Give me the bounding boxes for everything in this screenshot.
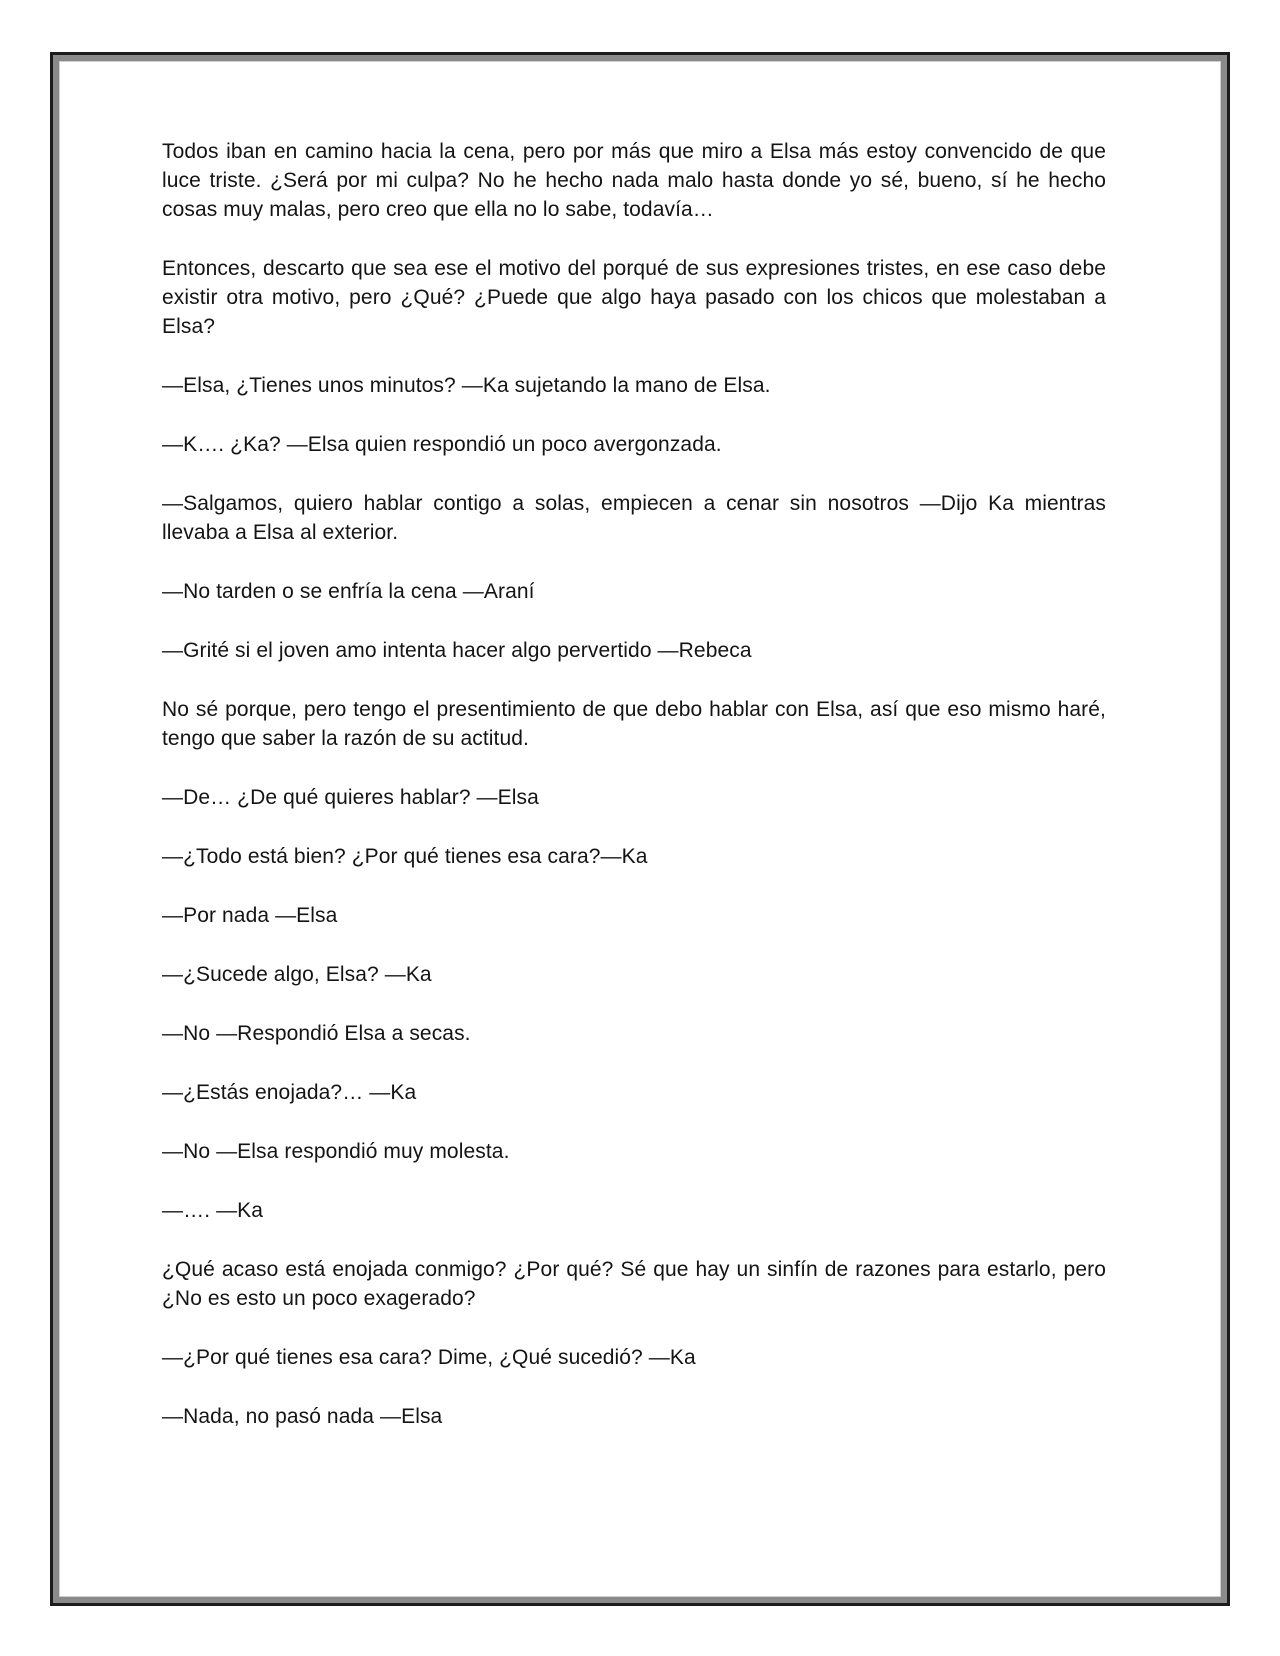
page-border-frame (50, 52, 1230, 1606)
dialogue-line: —Grité si el joven amo intenta hacer algo pervertido —Rebeca (162, 639, 752, 662)
dialogue-line: —¿Estás enojada?… —Ka (162, 1081, 417, 1104)
paragraph: Entonces, descarto que sea ese el motivo del porqué de sus expresiones tristes, en ese caso debe existir otra motivo, pero ¿Qué? ¿Puede que algo haya pasado con los chicos que molestaban a Elsa? (162, 257, 1106, 338)
dialogue-line: —¿Por qué tienes esa cara? Dime, ¿Qué sucedió? —Ka (162, 1346, 696, 1369)
dialogue-line: —K…. ¿Ka? —Elsa quien respondió un poco avergonzada. (162, 433, 722, 456)
dialogue-line: —No tarden o se enfría la cena —Araní (162, 580, 535, 603)
dialogue-line: —Nada, no pasó nada —Elsa (162, 1405, 443, 1428)
dialogue-line: —Salgamos, quiero hablar contigo a solas, empiecen a cenar sin nosotros —Dijo Ka mientras llevaba a Elsa al exterior. (162, 492, 1106, 544)
dialogue-line: —Elsa, ¿Tienes unos minutos? —Ka sujetando la mano de Elsa. (162, 374, 771, 397)
paragraph: ¿Qué acaso está enojada conmigo? ¿Por qué? Sé que hay un sinfín de razones para estarlo, pero ¿No es esto un poco exagerado? (162, 1258, 1106, 1310)
dialogue-line: —No —Respondió Elsa a secas. (162, 1022, 471, 1045)
document-text-area (53, 55, 1227, 1603)
dialogue-line: —¿Sucede algo, Elsa? —Ka (162, 963, 432, 986)
dialogue-line: —¿Todo está bien? ¿Por qué tienes esa cara?—Ka (162, 845, 648, 868)
paragraph: Todos iban en camino hacia la cena, pero por más que miro a Elsa más estoy convencido de que luce triste. ¿Será por mi culpa? No he hecho nada malo hasta donde yo sé, bueno, sí he hecho cosas muy malas, pero creo que ella no lo sabe, todavía… (162, 140, 1106, 221)
paragraph: No sé porque, pero tengo el presentimiento de que debo hablar con Elsa, así que eso mismo haré, tengo que saber la razón de su actitud. (162, 698, 1106, 750)
dialogue-line: —No —Elsa respondió muy molesta. (162, 1140, 510, 1163)
dialogue-line: —De… ¿De qué quieres hablar? —Elsa (162, 786, 539, 809)
dialogue-line: —Por nada —Elsa (162, 904, 338, 927)
dialogue-line: —…. —Ka (162, 1199, 264, 1222)
